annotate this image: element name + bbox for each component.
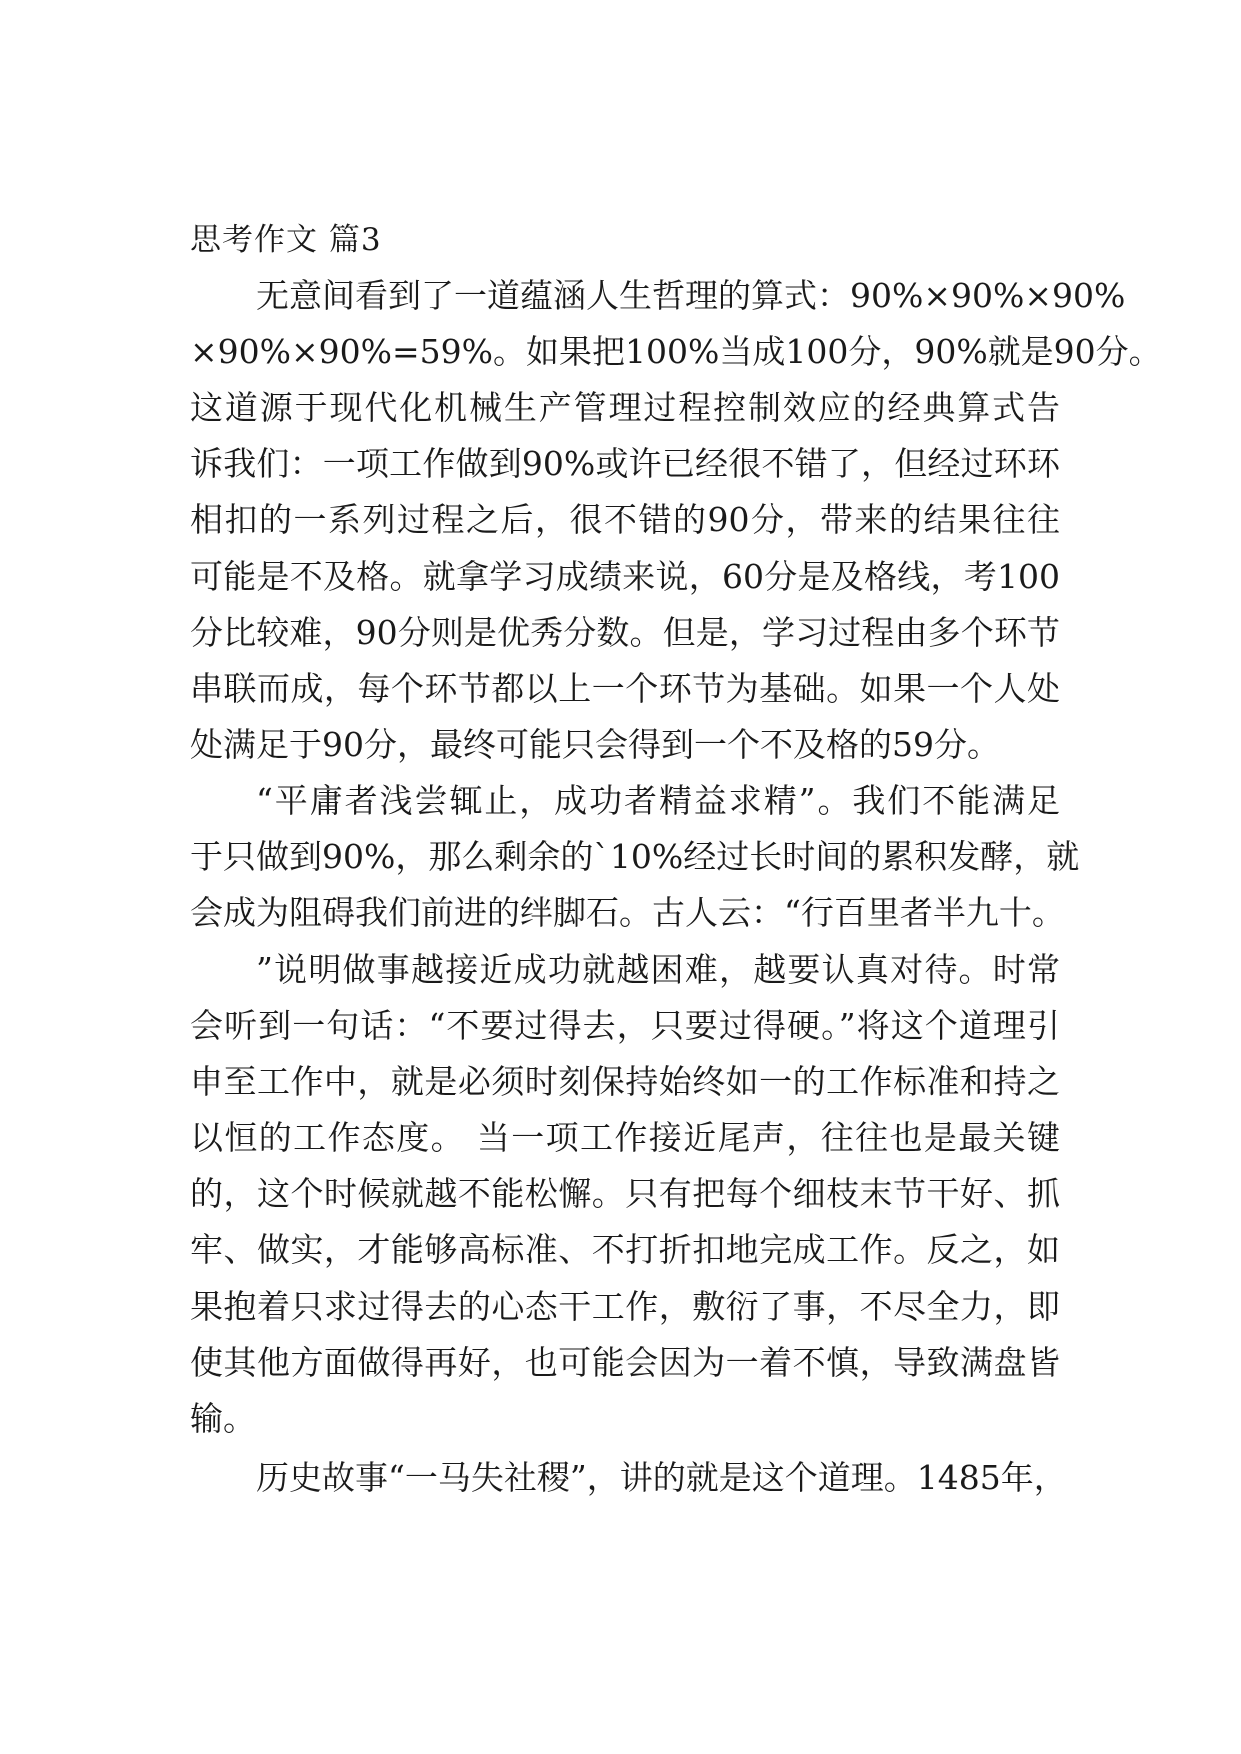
- text-line: 的，这个时候就越不能松懈。只有把每个细枝末节干好、抓: [190, 1174, 1060, 1213]
- text-line: 果抱着只求过得去的心态干工作，敷衍了事，不尽全力，即: [190, 1287, 1060, 1326]
- text-line: 这道源于现代化机械生产管理过程控制效应的经典算式告: [190, 388, 1060, 427]
- text-line: 串联而成，每个环节都以上一个环节为基础。如果一个人处: [190, 669, 1060, 708]
- text-line: 牢、做实，才能够高标准、不打折扣地完成工作。反之，如: [190, 1230, 1060, 1269]
- text-line: “平庸者浅尝辄止，成功者精益求精”。我们不能满足: [256, 781, 1060, 820]
- text-line: 无意间看到了一道蕴涵人生哲理的算式：90%×90%×90%: [256, 276, 1126, 315]
- text-line: ”说明做事越接近成功就越困难，越要认真对待。时常: [256, 950, 1060, 989]
- text-line: 诉我们：一项工作做到90%或许已经很不错了，但经过环环: [190, 444, 1060, 483]
- text-line: ×90%×90%=59%。如果把100%当成100分，90%就是90分。: [190, 332, 1162, 371]
- text-line: 处满足于90分，最终可能只会得到一个不及格的59分。: [190, 725, 1000, 764]
- text-line: 输。: [190, 1399, 256, 1438]
- text-line: 分比较难，90分则是优秀分数。但是，学习过程由多个环节: [190, 613, 1060, 652]
- text-line: 于只做到90%，那么剩余的`10%经过长时间的累积发酵，就: [190, 837, 1080, 876]
- text-line: 相扣的一系列过程之后，很不错的90分，带来的结果往往: [190, 500, 1060, 539]
- text-line: 历史故事“一马失社稷”，讲的就是这个道理。1485年，: [256, 1458, 1067, 1497]
- text-line: 会听到一句话：“不要过得去，只要过得硬。”将这个道理引: [190, 1006, 1060, 1045]
- text-line: 申至工作中，就是必须时刻保持始终如一的工作标准和持之: [190, 1062, 1060, 1101]
- text-line: 会成为阻碍我们前进的绊脚石。古人云：“行百里者半九十。: [190, 893, 1065, 932]
- document-title: 思考作文 篇3: [190, 222, 382, 258]
- text-line: 使其他方面做得再好，也可能会因为一着不慎，导致满盘皆: [190, 1343, 1060, 1382]
- text-line: 可能是不及格。就拿学习成绩来说，60分是及格线，考100: [190, 557, 1060, 596]
- text-line: 以恒的工作态度。 当一项工作接近尾声，往往也是最关键: [190, 1118, 1060, 1157]
